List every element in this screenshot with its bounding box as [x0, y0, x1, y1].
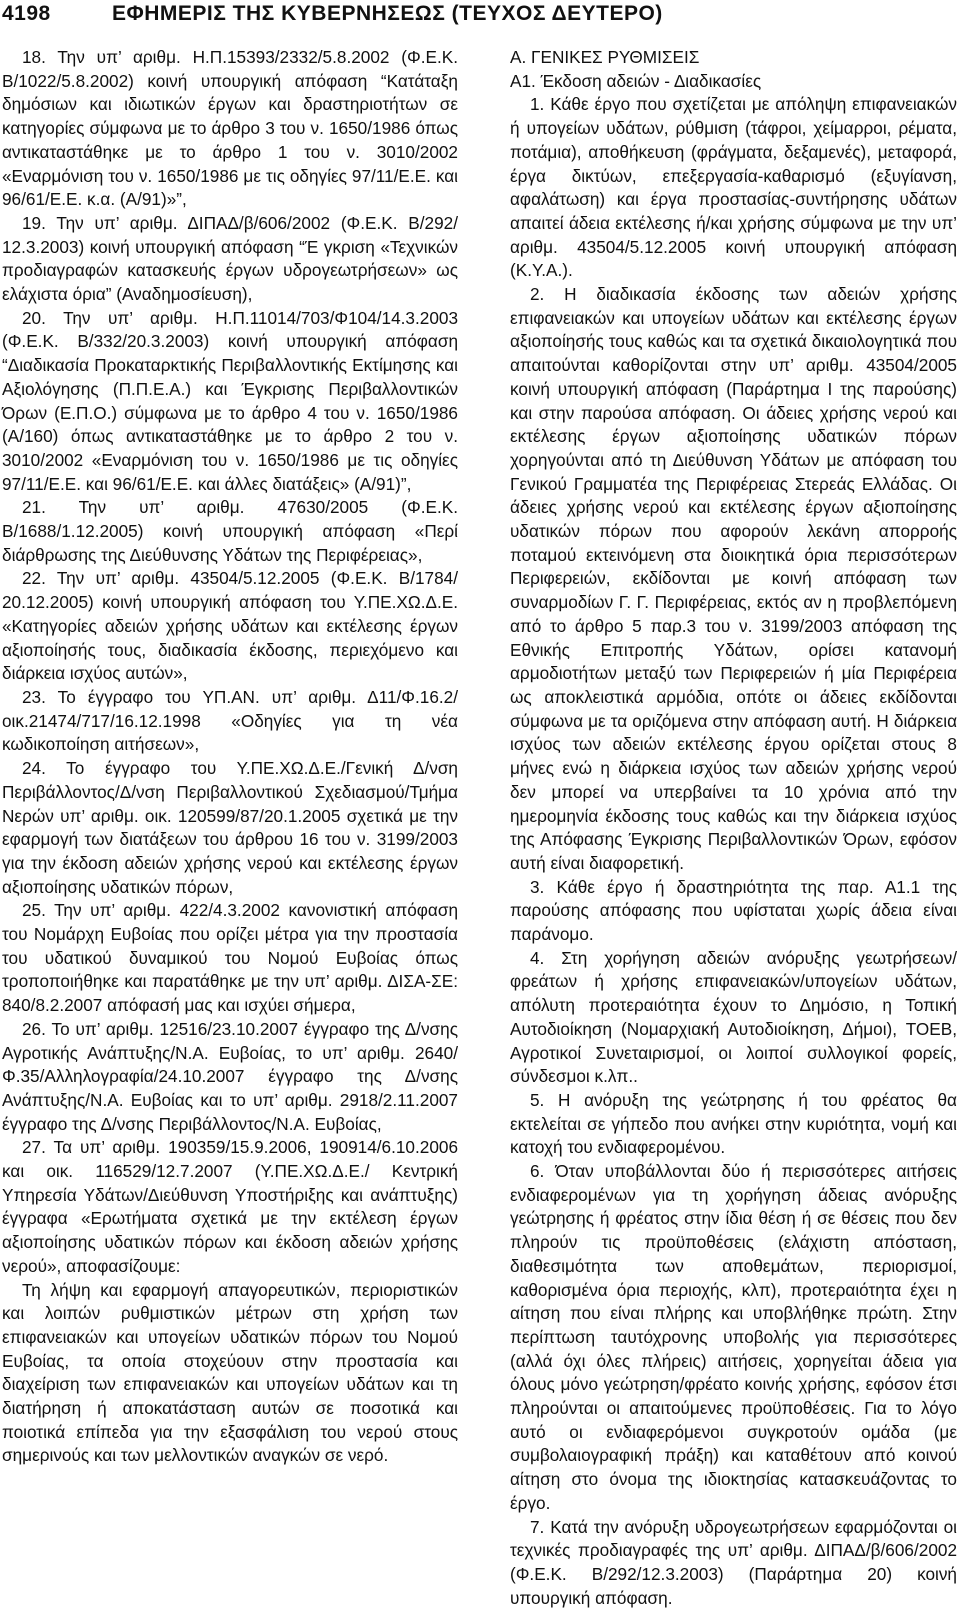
paragraph-item-27: 27. Τα υπ’ αριθμ. 190359/15.9.2006, 190914/6.10.2006 και οικ. 116529/12.7.2007 (Υ.ΠΕ.ΧΩ.Δ.Ε./ Κεντρική Υπηρεσία Υδάτων/Διεύθυνση Υποστήριξης και ανάπτυξης) έγγραφα «Ερωτήματα σχετικά με την εκτέλεση έργων αξιοποίησης υδατικών πόρων και έκδοση αδειών χρήσης νερού», αποφασίζουμε: — [2, 1137, 458, 1276]
paragraph-item-25: 25. Την υπ’ αριθμ. 422/4.3.2002 κανονιστική απόφαση του Νομάρχη Ευβοίας που ορίζει μέτρα για την προστασία του υδατικού δυναμικού του Νομού Ευβοίας όπως τροποποιήθηκε και παρατάθηκε με την υπ’ αριθμ. ΔΙΣΑ-ΣΕ: 840/8.2.2007 απόφασή μας και ισχύει σήμερα, — [2, 900, 458, 1016]
paragraph-item-21: 21. Την υπ’ αριθμ. 47630/2005 (Φ.Ε.Κ. Β/1688/1.12.2005) κοινή υπουργική απόφαση «Περί διάρθρωσης της Διεύθυνσης Υδάτων της Περιφέρειας», — [2, 497, 458, 565]
left-column — [2, 46, 458, 1468]
subsection-heading-permits: Α1. Έκδοση αδειών - Διαδικασίες — [510, 70, 762, 91]
paragraph-rule-6: 6. Όταν υποβάλλονται δύο ή περισσότερες αιτήσεις ενδιαφερομένων για τη χορήγηση άδειας ανόρυξης γεώτρησης ή φρέατος στην ίδια θέση ή σε θέσεις που δεν πληρούν τις προϋποθέσεις (ελάχιστη απόσταση, διαθεσιμότητα των αποθεμάτων, περιορισμοί, καθορισμένα όρια περιοχής, κλπ), προτεραιότητα έχει η αίτηση που είναι πλήρης και υποβλήθηκε πρώτη. Στην περίπτωση ταυτόχρονης υποβολής για περισσότερες (αλλά όχι όλες πλήρεις) αιτήσεις, χορηγείται άδεια για όλους μόνο γεώτρηση/φρέατο κοινής χρήσης, εφόσον έτσι πληρούνται οι απαιτούμενες προϋποθέσεις. Για το λόγο αυτό οι ενδιαφερόμενοι συγκροτούν ομάδα (με συμβολαιογραφική πράξη) και καταθέτουν από κοινού αίτηση στο όνομα της ιδιοκτησίας κατασκευάζοντας το έργο. — [510, 1161, 957, 1513]
paragraph-item-20: 20. Την υπ’ αριθμ. Η.Π.11014/703/Φ104/14.3.2003 (Φ.Ε.Κ. Β/332/20.3.2003) κοινή υπουργική απόφαση “Διαδικασία Προκαταρκτικής Περιβαλλοντικής Εκτίμησης και Αξιολόγησης (Π.Π.Ε.Α.) και Έγκρισης Περιβαλλοντικών Όρων (Ε.Π.Ο.) σύμφωνα με το άρθρο 4 του ν. 1650/1986 (Α/160) όπως αντικαταστάθηκε με το άρθρο 2 του ν. 3010/2002 «Εναρμόνιση του ν. 1650/1986 με τις οδηγίες 97/11/Ε.Ε. και 96/61/Ε.Ε. και άλλες διατάξεις» (Α/91)”, — [2, 307, 458, 494]
page-header — [0, 0, 960, 34]
right-column — [510, 46, 957, 1610]
journal-title: ΕΦΗΜΕΡΙΣ ΤΗΣ ΚΥΒΕΡΝΗΣΕΩΣ (ΤΕΥΧΟΣ ΔΕΥΤΕΡΟ) — [112, 2, 663, 25]
page-number: 4198 — [2, 2, 51, 25]
paragraph-item-22: 22. Την υπ’ αριθμ. 43504/5.12.2005 (Φ.Ε.Κ. Β/1784/ 20.12.2005) κοινή υπουργική απόφαση του Υ.ΠΕ.ΧΩ.Δ.Ε. «Κατηγορίες αδειών χρήσης υδάτων και εκτέλεσης έργων αξιοποίησής τους, διαδικασία έκδοσης, περιεχόμενο και διάρκεια ισχύος αυτών», — [2, 568, 458, 684]
paragraph-rule-4: 4. Στη χορήγηση αδειών ανόρυξης γεωτρήσεων/φρεάτων ή χρήσης επιφανειακών/υπογείων υδάτων, απόλυτη προτεραιότητα έχουν το Δημόσιο, η Τοπική Αυτοδιοίκηση (Νομαρχιακή Αυτοδιοίκηση, Δήμοι), ΤΟΕΒ, Αγροτικοί Συνεταιρισμοί, οι λοιποί συλλογικοί φορείς, σύνδεσμοι κ.λπ.. — [510, 947, 957, 1087]
paragraph-item-18: 18. Την υπ’ αριθμ. Η.Π.15393/2332/5.8.2002 (Φ.Ε.Κ. Β/1022/5.8.2002) κοινή υπουργική απόφαση “Κατάταξη δημόσιων και ιδιωτικών έργων και δραστηριοτήτων σε κατηγορίες σύμφωνα με το άρθρο 3 του ν. 1650/1986 όπως αντικαταστάθηκε με το άρθρο 1 του ν. 3010/2002 «Εναρμόνιση του ν. 1650/1986 με τις οδηγίες 97/11/Ε.Ε. και 96/61/Ε.Ε. κ.α. (Α/91)»”, — [2, 47, 458, 210]
paragraph-item-24: 24. Το έγγραφο του Υ.ΠΕ.ΧΩ.Δ.Ε./Γενική Δ/νση Περιβάλλοντος/Δ/νση Περιβαλλοντικού Σχεδιασμού/Τμήμα Νερών υπ’ αριθμ. οικ. 120599/87/20.1.2005 σχετικά με την εφαρμογή των διατάξεων του άρθρου 16 του ν. 3199/2003 για την έκδοση αδειών χρήσης νερού και εκτέλεσης έργων αξιοποίησης υδατικών πόρων, — [2, 758, 458, 897]
section-heading-general: Α. ΓΕΝΙΚΕΣ ΡΥΘΜΙΣΕΙΣ — [510, 47, 700, 67]
paragraph-rule-2: 2. Η διαδικασία έκδοσης των αδειών χρήσης επιφανειακών και υπογείων υδάτων και εκτέλεσης έργων αξιοποίησής τους καθώς και τα σχετικά δικαιολογητικά που απαιτούνται καθορίζονται στην υπ’ αριθμ. 43504/2005 κοινή υπουργική απόφαση (Παράρτημα Ι της παρούσης) και στην παρούσα απόφαση. Οι άδειες χρήσης νερού και εκτέλεσης έργων αξιοποίησης υδατικών πόρων χορηγούνται από τη Διεύθυνση Υδάτων με απόφαση του Γενικού Γραμματέα της Περιφέρειας Στερεάς Ελλάδας. Οι άδειες χρήσης νερού και εκτέλεσης έργων αξιοποίησης υδατικών πόρων που αφορούν λεκάνη απορροής ποταμού εκτεινόμενη στα διοικητικά όρια περισσότερων Περιφερειών, εκδίδονται με κοινή απόφαση των συναρμοδίων Γ. Γ. Περιφέρειας, εκτός αν η προβλεπόμενη από το άρθρο 5 παρ.3 του ν. 3199/2003 απόφαση της Εθνικής Επιτροπής Υδάτων, ορίσει κατανομή αρμοδιοτήτων μεταξύ των Περιφερειών ή μία Περιφέρεια ως αποκλειστικά αρμόδια, οπότε οι άδειες εκδίδονται σύμφωνα με τα οριζόμενα στην απόφαση αυτή. Η διάρκεια ισχύος των αδειών εκτέλεσης έργου ορίζεται στους 8 μήνες ενώ η διάρκεια ισχύος των αδειών χρήσης νερού δεν μπορεί να υπερβαίνει τα 10 χρόνια από την ημερομηνία έκδοσης τους καθώς και την διάρκεια ισχύος της Απόφασης Έγκρισης Περιβαλλοντικών Όρων, εφόσον αυτή είναι διαφορετική. — [510, 284, 957, 873]
paragraph-rule-7: 7. Κατά την ανόρυξη υδρογεωτρήσεων εφαρμόζονται οι τεχνικές προδιαγραφές της υπ’ αριθμ. ΔΙΠΑΔ/β/606/2002 (Φ.Ε.Κ. Β/292/12.3.2003) (Παράρτημα 20) κοινή υπουργική απόφαση. — [510, 1516, 957, 1608]
paragraph-item-19: 19. Την υπ’ αριθμ. ΔΙΠΑΔ/β/606/2002 (Φ.Ε.Κ. Β/292/ 12.3.2003) κοινή υπουργική απόφαση “Έ γκριση «Τεχνικών προδιαγραφών κατασκευής έργων υδρογεωτρήσεων» ως ελάχιστα όρια” (Αναδημοσίευση), — [2, 212, 458, 305]
decision-paragraph: Τη λήψη και εφαρμογή απαγορευτικών, περιοριστικών και λοιπών ρυθμιστικών μέτρων στη χρήση των επιφανειακών και υπογείων υδατικών πόρων του Νομού Ευβοίας, τα οποία στοχεύουν στην προστασία και διαχείριση των επιφανειακών και υπογείων υδάτων και τη διατήρηση ή αποκατάσταση αυτών σε ποσοτικά και ποιοτικά επίπεδα για την εξασφάλιση του νερού στους σημερινούς και των μελλοντικών αναγκών σε νερό. — [2, 1279, 458, 1466]
paragraph-item-26: 26. Το υπ’ αριθμ. 12516/23.10.2007 έγγραφο της Δ/νσης Αγροτικής Ανάπτυξης/Ν.Α. Ευβοίας, το υπ’ αριθμ. 2640/ Φ.35/Αλληλογραφία/24.10.2007 έγγραφο της Δ/νσης Ανάπτυξης/Ν.Α. Ευβοίας και το υπ’ αριθμ. 2918/2.11.2007 έγγραφο της Δ/νσης Περιβάλλοντος/Ν.Α. Ευβοίας, — [2, 1018, 458, 1134]
paragraph-rule-3: 3. Κάθε έργο ή δραστηριότητα της παρ. Α1.1 της παρούσης απόφασης που υφίσταται χωρίς άδεια είναι παράνομο. — [510, 876, 957, 945]
paragraph-item-23: 23. Το έγγραφο του ΥΠ.ΑΝ. υπ’ αριθμ. Δ11/Φ.16.2/ οικ.21474/717/16.12.1998 «Οδηγίες για τη νέα κωδικοποίηση αιτήσεων», — [2, 686, 458, 755]
paragraph-rule-5: 5. Η ανόρυξη της γεώτρησης ή του φρέατος θα εκτελείται σε γήπεδο που ανήκει στην κυριότητα, νομή και κατοχή του ενδιαφερομένου. — [510, 1089, 957, 1158]
paragraph-rule-1: 1. Κάθε έργο που σχετίζεται με απόληψη επιφανειακών ή υπογείων υδάτων, ρύθμιση (τάφροι, χείμαρροι, ρέματα, ποτάμια), αποθήκευση (φράγματα, δεξαμενές), μεταφορά, έργα δικτύων, επεξεργασία-καθαρισμό (εξυγίανση, αφαλάτωση) και έργα προστασίας-συντήρησης υδάτων απαιτεί άδεια εκτέλεσης ή/και χρήσης σύμφωνα με την υπ’ αριθμ. 43504/5.12.2005 κοινή υπουργική απόφαση (Κ.Υ.Α.). — [510, 94, 957, 281]
